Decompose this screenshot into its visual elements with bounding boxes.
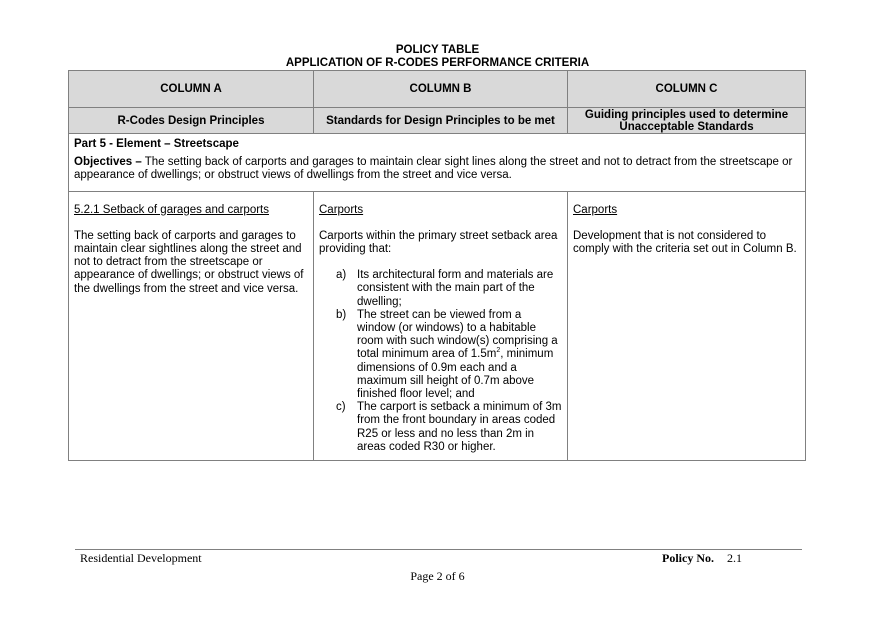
objectives [74, 156, 800, 183]
footer-policy-number: 2.1 [727, 551, 742, 565]
column-b-content [314, 191, 568, 460]
document-title: POLICY TABLE [395, 44, 480, 56]
list-item: a) Its architectural form and materials are consistent with the main part of the dwelling; [336, 269, 554, 308]
column-c-subheader: Guiding principles used to determine Unacceptable Standards [568, 108, 806, 134]
column-a-content [69, 191, 314, 460]
column-a-header: COLUMN A [69, 71, 314, 108]
list-marker: a) [336, 269, 347, 282]
column-b-intro: Carports within the primary street setback area providing that: [319, 229, 558, 255]
column-b-subheader: Standards for Design Principles to be met [314, 108, 568, 134]
criteria-list [319, 269, 562, 454]
list-marker: b) [336, 308, 347, 321]
list-marker: c) [336, 401, 346, 414]
objectives-label: Objectives – [74, 155, 142, 168]
list-item: c) The carport is setback a minimum of 3m from the front boundary in areas coded R25 or less and no less than 2m in areas coded R30 or higher. [336, 401, 562, 453]
part-section [69, 134, 806, 192]
column-c-content [568, 191, 806, 460]
policy-table [68, 70, 806, 461]
objectives-text: The setting back of carports and garages to maintain clear sight lines along the street and not to detract from the streetscape or appearance of dwellings; or obstruct views of dwellings from the street and vice versa. [74, 155, 793, 181]
column-a-text: The setting back of carports and garages to maintain clear sightlines along the street and not to detract from the streetscape or appearance of dwellings; or obstruct views of the dwellings from the street and vice versa. [74, 229, 304, 295]
column-a-subheader: R-Codes Design Principles [69, 108, 314, 134]
column-b-header: COLUMN B [314, 71, 568, 108]
footer-document-name: Residential Development [80, 551, 202, 565]
footer-policy-label: Policy No. [662, 551, 714, 565]
column-c-heading: Carports [573, 203, 618, 216]
part-title: Part 5 - Element – Streetscape [74, 138, 239, 150]
list-item: b) The street can be viewed from a window (or windows) to a habitable room with such window(s) comprising a total minimum area of $1.5m^2$, minimum dimensions of 0.9m each and a maximum sill height of 0.7m above finished floor level; and [336, 308, 558, 400]
page-number: Page 2 of 6 [410, 569, 465, 583]
footer-divider [75, 549, 802, 550]
column-c-header: COLUMN C [568, 71, 806, 108]
column-c-text: Development that is not considered to comply with the criteria set out in Column B. [573, 229, 797, 255]
column-a-heading: 5.2.1 Setback of garages and carports [74, 203, 269, 216]
document-subtitle: APPLICATION OF R-CODES PERFORMANCE CRITERIA [285, 57, 590, 69]
column-b-heading: Carports [319, 203, 364, 216]
